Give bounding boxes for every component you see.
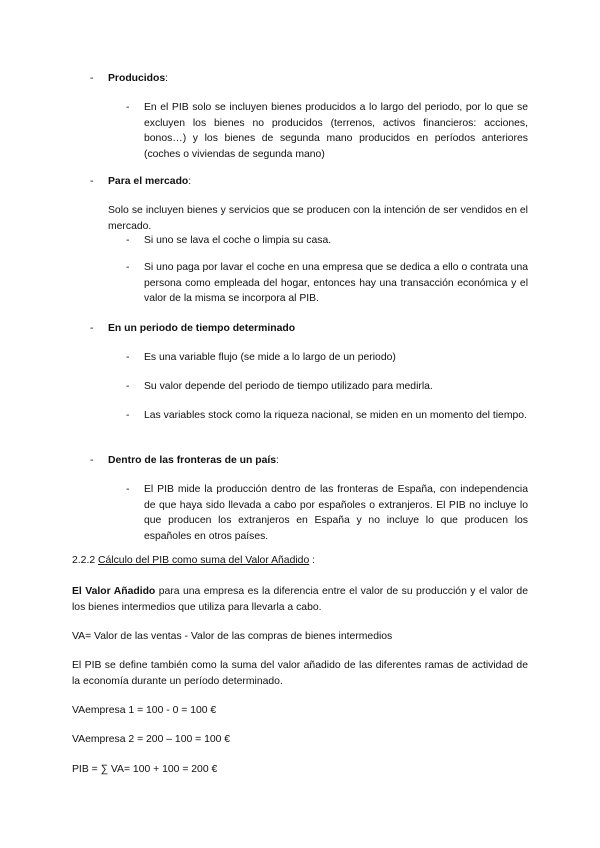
subsection-title: Cálculo del PIB como suma del Valor Añadido: [98, 555, 310, 566]
pib-definition: El PIB se define también como la suma del valor añadido de las diferentes ramas de actividad de la economía durante un período determinado.: [72, 660, 528, 687]
section-heading-producidos: - Producidos:: [90, 73, 169, 84]
formula: VA= Valor de las ventas - Valor de las compras de bienes intermedios: [72, 631, 393, 642]
definition-term: El Valor Añadido: [72, 586, 156, 597]
list-item: - Si uno paga por lavar el coche en una empresa que se dedica a ello o contrata una persona como empleada del hogar, entonces hay una transacción económica y el valor de la misma se incorpora al PIB.: [126, 262, 528, 304]
heading-text: En un periodo de tiempo determinado: [108, 323, 296, 334]
list-item: - Las variables stock como la riqueza nacional, se miden en un momento del tiempo.: [126, 410, 527, 421]
heading-text: Dentro de las fronteras de un país: [108, 455, 277, 466]
heading-text: Producidos: [108, 73, 166, 84]
list-item: - Si uno se lava el coche o limpia su casa.: [126, 235, 332, 246]
heading-text: Para el mercado: [108, 176, 189, 187]
list-item: - El PIB mide la producción dentro de las fronteras de España, con independencia de que haya sido llevada a cabo por españoles o extranjeros. El PIB no incluye lo que producen los extranjeros en España y no incluye lo que producen los españoles en otros países.: [126, 484, 528, 542]
subsection-heading: 2.2.2 Cálculo del PIB como suma del Valor Añadido :: [72, 555, 315, 566]
example-line: PIB = ∑ VA= 100 + 100 = 200 €: [72, 764, 218, 775]
section-heading-fronteras: - Dentro de las fronteras de un país:: [90, 455, 279, 466]
section-heading-periodo: - En un periodo de tiempo determinado: [90, 323, 296, 334]
definition-paragraph: El Valor Añadido para una empresa es la diferencia entre el valor de su producción y el valor de los bienes intermedios que utiliza para llevarla a cabo.: [72, 586, 528, 613]
section-intro: Solo se incluyen bienes y servicios que se producen con la intención de ser vendidos en el mercado.: [108, 205, 528, 232]
section-heading-para-el-mercado: - Para el mercado:: [90, 176, 192, 187]
list-item: - En el PIB solo se incluyen bienes producidos a lo largo del periodo, por lo que se excluyen los bienes no producidos (terrenos, activos financieros: acciones, bonos…) y los bienes de segunda mano producidos en períodos anteriores (coches o viviendas de segunda mano): [126, 102, 528, 160]
example-line: VAempresa 2 = 200 – 100 = 100 €: [72, 734, 231, 745]
example-line: VAempresa 1 = 100 - 0 = 100 €: [72, 705, 217, 716]
list-item: - Es una variable flujo (se mide a lo largo de un periodo): [126, 352, 396, 363]
bullet-dash: -: [90, 73, 94, 84]
list-item: - Su valor depende del periodo de tiempo utilizado para medirla.: [126, 381, 433, 392]
subsection-number: 2.2.2: [72, 555, 96, 566]
